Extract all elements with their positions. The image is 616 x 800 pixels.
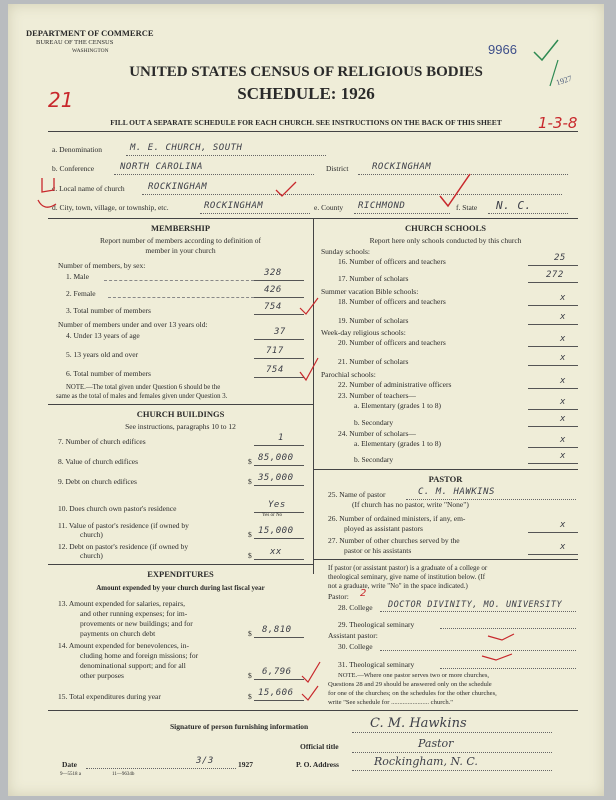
q17-label: 17. Number of scholars: [338, 274, 409, 283]
q24b-label: b. Secondary: [354, 455, 394, 464]
q12-dollar: $: [248, 551, 252, 560]
q10-label: 10. Does church own pastor's residence: [58, 504, 177, 513]
graduate-instruction-2: theological seminary, give name of institution below. (If: [328, 573, 486, 581]
q4-label: 4. Under 13 years of age: [66, 331, 140, 340]
q25-note: (If church has no pastor, write "None"): [352, 500, 469, 509]
q11-label-b: church): [80, 530, 103, 539]
q23a-value[interactable]: x: [560, 397, 566, 407]
q12-label-a: 12. Debt on pastor's residence (if owned by: [58, 542, 189, 551]
date-label: Date: [62, 760, 77, 769]
sunday-schools-heading: Sunday schools:: [321, 247, 370, 256]
q14-label-c: denominational support; and for all: [80, 661, 186, 670]
q14-label-a: 14. Amount expended for benevolences, in-: [58, 641, 190, 650]
red-check-expenditures: [300, 660, 324, 704]
q17-value[interactable]: 272: [546, 270, 564, 280]
q6-label: 6. Total number of members: [66, 369, 151, 378]
weekday-schools-heading: Week-day religious schools:: [321, 328, 406, 337]
q25-label: 25. Name of pastor: [328, 490, 386, 499]
q26-label-b: ployed as assistant pastors: [344, 524, 423, 533]
q3-label: 3. Total number of members: [66, 306, 151, 315]
q9-value[interactable]: 35,000: [258, 473, 294, 483]
red-margin-marks: [34, 174, 64, 214]
red-check-local-church: [274, 180, 298, 198]
q11-dollar: $: [248, 530, 252, 539]
city-label: d. City, town, village, or township, etc.: [52, 203, 169, 212]
expenditures-subtitle: Amount expended by your church during last fiscal year: [96, 584, 265, 592]
membership-note-2: same as the total of males and females given under Question 3.: [56, 393, 228, 400]
q24a-label: a. Elementary (grades 1 to 8): [354, 439, 442, 448]
district-value[interactable]: ROCKINGHAM: [372, 162, 432, 172]
q21-value[interactable]: x: [560, 353, 566, 363]
buildings-title: CHURCH BUILDINGS: [136, 409, 225, 419]
q24a-value[interactable]: x: [560, 435, 566, 445]
q3-total-value[interactable]: 754: [264, 302, 282, 312]
q27-label-a: 27. Number of other churches served by the: [328, 536, 460, 545]
red-check-membership: [298, 296, 322, 386]
q23b-value[interactable]: x: [560, 414, 566, 424]
official-title-value[interactable]: Pastor: [418, 737, 454, 750]
denomination-value[interactable]: M. E. CHURCH, SOUTH: [130, 143, 243, 153]
q13-label-b: and other running expenses; for im-: [80, 609, 188, 618]
under-over-heading: Number of members under and over 13 years old:: [58, 320, 208, 329]
district-label: District: [326, 164, 349, 173]
q21-label: 21. Number of scholars: [338, 357, 409, 366]
q19-label: 19. Number of scholars: [338, 316, 409, 325]
schools-title: CHURCH SCHOOLS: [405, 223, 486, 233]
q5-over13-value[interactable]: 717: [266, 346, 284, 356]
q11-label-a: 11. Value of pastor's residence (if owned by: [58, 521, 189, 530]
pastor-note-4: write "See schedule for ....................... church.": [328, 699, 453, 706]
pastor-note-2: Questions 28 and 29 should be answered only on the schedule: [328, 681, 492, 688]
red-dash-q30: [486, 630, 516, 646]
local-church-label: c. Local name of church: [52, 184, 125, 193]
q31-label: 31. Theological seminary: [338, 660, 415, 669]
q27-value[interactable]: x: [560, 542, 566, 552]
city-heading: WASHINGTON: [72, 48, 109, 54]
q6-total-value[interactable]: 754: [266, 365, 284, 375]
q13-value[interactable]: 8,810: [262, 625, 292, 635]
census-schedule-sheet: [8, 4, 604, 796]
official-title-label: Official title: [300, 742, 339, 751]
q26-value[interactable]: x: [560, 520, 566, 530]
q29-label: 29. Theological seminary: [338, 620, 415, 629]
corner-year: 1927: [555, 73, 573, 88]
q28-label: 28. College: [338, 603, 373, 612]
yes-no-hint: Yes or No: [262, 513, 283, 518]
q24b-value[interactable]: x: [560, 451, 566, 461]
q16-label: 16. Number of officers and teachers: [338, 257, 446, 266]
state-value[interactable]: N. C.: [496, 199, 532, 212]
summer-schools-heading: Summer vacation Bible schools:: [321, 287, 419, 296]
pastor-note-3: for one of the churches; on the schedules for the other churches,: [328, 690, 497, 697]
graduate-instruction-1: If pastor (or assistant pastor) is a graduate of a college or: [328, 564, 488, 572]
q13-label-a: 13. Amount expended for salaries, repairs,: [58, 599, 186, 608]
pastor-title: PASTOR: [428, 474, 463, 484]
q16-value[interactable]: 25: [554, 253, 566, 263]
po-address-value[interactable]: Rockingham, N. C.: [374, 755, 478, 768]
q7-edifices-value[interactable]: 1: [278, 433, 284, 443]
q22-label: 22. Number of administrative officers: [338, 380, 452, 389]
city-value[interactable]: ROCKINGHAM: [204, 201, 264, 211]
q25-pastor-name[interactable]: C. M. HAWKINS: [418, 487, 495, 497]
po-address-label: P. O. Address: [296, 760, 339, 769]
date-year: 1927: [238, 760, 253, 769]
q9-dollar: $: [248, 477, 252, 486]
q9-label: 9. Debt on church edifices: [58, 477, 137, 486]
q18-value[interactable]: x: [560, 293, 566, 303]
local-church-value[interactable]: ROCKINGHAM: [148, 182, 208, 192]
expenditures-title: EXPENDITURES: [147, 569, 214, 579]
q13-dollar: $: [248, 629, 252, 638]
stamp-number: 9966: [488, 42, 517, 57]
q20-value[interactable]: x: [560, 334, 566, 344]
q19-value[interactable]: x: [560, 312, 566, 322]
q4-under13-value[interactable]: 37: [274, 327, 286, 337]
schedule-title: SCHEDULE: 1926: [237, 84, 375, 103]
red-check-county: [436, 172, 476, 212]
q7-label: 7. Number of church edifices: [58, 437, 146, 446]
county-label: e. County: [314, 203, 344, 212]
q1-label: 1. Male: [66, 272, 89, 281]
q5-label: 5. 13 years old and over: [66, 350, 139, 359]
signature-label: Signature of person furnishing information: [170, 722, 309, 731]
form-code-1: 9—5518 a: [60, 772, 81, 777]
form-title: UNITED STATES CENSUS OF RELIGIOUS BODIES: [129, 64, 483, 80]
q10-value[interactable]: Yes: [268, 500, 286, 510]
red-dash-q31: [480, 650, 516, 666]
pastor-note-1: NOTE.—Where one pastor serves two or more churches,: [338, 672, 490, 679]
q23a-label: a. Elementary (grades 1 to 8): [354, 401, 442, 410]
q20-label: 20. Number of officers and teachers: [338, 338, 446, 347]
q23b-label: b. Secondary: [354, 418, 394, 427]
red-handwritten-date: 1-3-8: [538, 114, 578, 132]
membership-note-1: NOTE.—The total given under Question 6 should be the: [66, 384, 221, 391]
pastor-sublabel: Pastor:: [328, 592, 349, 601]
q26-label-a: 26. Number of ordained ministers, if any, em-: [328, 514, 466, 523]
state-label: f. State: [456, 203, 478, 212]
membership-subtitle-2: member in your church: [145, 246, 216, 255]
q13-label-c: provements or new buildings; and for: [80, 619, 193, 628]
q11-value[interactable]: 15,000: [258, 526, 294, 536]
graduate-instruction-3: not a graduate, write "No" in the space indicated.): [328, 582, 468, 590]
q8-label: 8. Value of church edifices: [58, 457, 139, 466]
bureau-heading: BUREAU OF THE CENSUS: [36, 39, 114, 46]
q27-label-b: pastor or his assistants: [344, 546, 412, 555]
department-heading: DEPARTMENT OF COMMERCE: [26, 28, 154, 38]
signature-value[interactable]: C. M. Hawkins: [370, 716, 467, 731]
q14-label-b: cluding home and foreign missions; for: [80, 651, 199, 660]
q1-male-value[interactable]: 328: [264, 268, 282, 278]
membership-title: MEMBERSHIP: [150, 223, 211, 233]
buildings-subtitle: See instructions, paragraphs 10 to 12: [125, 422, 236, 431]
q15-value[interactable]: 15,606: [258, 688, 294, 698]
q13-label-d: payments on church debt: [80, 629, 156, 638]
q12-label-b: church): [80, 551, 103, 560]
conference-value[interactable]: NORTH CAROLINA: [120, 162, 203, 172]
county-value[interactable]: RICHMOND: [358, 201, 406, 211]
q23-label: 23. Number of teachers—: [338, 391, 416, 400]
q24-label: 24. Number of scholars—: [338, 429, 416, 438]
q8-value[interactable]: 85,000: [258, 453, 294, 463]
q15-dollar: $: [248, 692, 252, 701]
q14-dollar: $: [248, 671, 252, 680]
parochial-schools-heading: Parochial schools:: [321, 370, 376, 379]
denomination-label: a. Denomination: [52, 145, 102, 154]
q14-value[interactable]: 6,796: [262, 667, 292, 677]
q15-label: 15. Total expenditures during year: [58, 692, 161, 701]
members-by-sex: Number of members, by sex:: [58, 261, 146, 270]
date-value[interactable]: 3/3: [196, 756, 214, 766]
q30-label: 30. College: [338, 642, 373, 651]
assistant-pastor-sublabel: Assistant pastor:: [328, 631, 378, 640]
q2-female-value[interactable]: 426: [264, 285, 282, 295]
q8-dollar: $: [248, 457, 252, 466]
q2-label: 2. Female: [66, 289, 96, 298]
conference-label: b. Conference: [52, 164, 95, 173]
q22-value[interactable]: x: [560, 376, 566, 386]
q14-label-d: other purposes: [80, 671, 124, 680]
membership-subtitle-1: Report number of members according to definition of: [100, 236, 261, 245]
instruction-line: FILL OUT A SEPARATE SCHEDULE FOR EACH CHURCH. SEE INSTRUCTIONS ON THE BACK OF THIS SHEET: [110, 118, 502, 127]
pastor-red-mark: 2: [360, 588, 367, 599]
q12-value[interactable]: xx: [270, 547, 282, 557]
red-handwritten-number: 21: [48, 88, 74, 112]
form-code-2: 11—9634b: [112, 772, 135, 777]
q18-label: 18. Number of officers and teachers: [338, 297, 446, 306]
schools-subtitle: Report here only schools conducted by this church: [369, 236, 522, 245]
q28-college-value[interactable]: DOCTOR DIVINITY, MO. UNIVERSITY: [388, 600, 563, 610]
